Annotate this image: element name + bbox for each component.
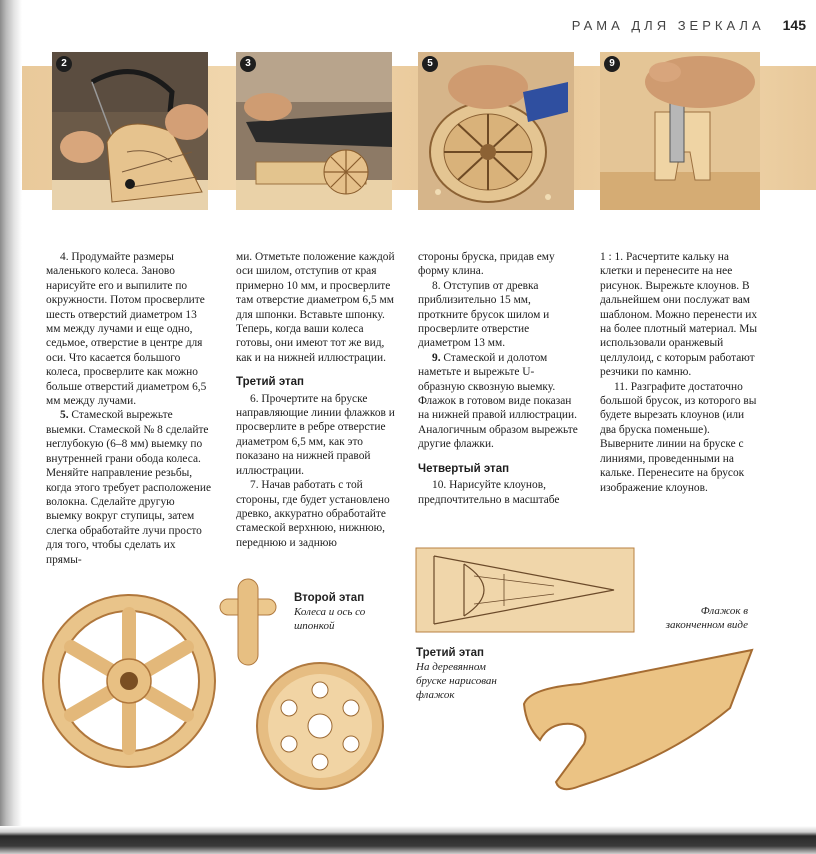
paragraph-text: Нарисуйте клоунов, предпочтительно в масштабе <box>418 479 560 506</box>
paragraph-step-5 <box>46 408 212 566</box>
paragraph-step-6 <box>236 392 396 478</box>
caption-text: Колеса и ось со шпонкой <box>294 606 366 632</box>
step-photo-chisel-flag <box>600 52 760 210</box>
step-badge: 5 <box>422 56 438 72</box>
step-number: 5. <box>60 409 69 422</box>
paragraph-step-8 <box>418 279 578 351</box>
paragraph-text: Стамеской вырежьте выемки. Стамеской № 8 сделайте неглубокую (6–8 мм) выемку по внутренней грани обода колеса. Меняйте направление резьбы, когда этого требует расположение волокна. Сделайте другую выемку вокруг ступицы, затем слегка обработайте лучи просто для того, чтобы сделать их прямы- <box>46 409 212 566</box>
step-photo-carve-wheel <box>418 52 574 210</box>
finished-flag-illustration <box>520 648 756 798</box>
step-number: 11. <box>614 380 628 393</box>
page-number: 145 <box>782 17 806 33</box>
photo-carve-wheel-image <box>418 52 574 210</box>
axle-with-dowel-illustration <box>216 577 280 667</box>
photo-chisel-flag-image <box>600 52 760 210</box>
caption-finished-flag <box>652 604 748 632</box>
step-number: 7. <box>250 479 259 492</box>
paragraph-step-11 <box>600 380 760 495</box>
photo-saw-wheel-image <box>52 52 208 210</box>
paragraph-text: Начав работать с той стороны, где будет установлено древко, аккуратно обработайте стамеской верхнюю, нижнюю, переднюю и заднюю <box>236 479 390 549</box>
caption-title: Третий этап <box>416 647 484 659</box>
paragraph-text: Продумайте размеры маленького колеса. Заново нарисуйте его и выпилите по окружности. Потом просверлите шесть отверстий диаметром 13 мм между лучами и еще одно, седьмое, отверстие в центре для оси. Что касается большого колеса, просверлите как можно больше отверстий диаметром 6,5 мм между лучами. <box>46 251 207 408</box>
paragraph-continued: ми. Отметьте положение каждой оси шилом, отступив от края примерно 10 мм, и просверлите там отверстие диаметром 6,5 мм для шпонки. Вставьте шпонку. Теперь, когда ваши колеса готовы, они имеют тот же вид, как и на нижней иллюстрации. <box>236 251 395 364</box>
step-badge: 9 <box>604 56 620 72</box>
caption-stage-2 <box>294 591 384 633</box>
step-number: 6. <box>250 392 259 405</box>
page-bottom-edge <box>0 826 816 854</box>
step-number: 4. <box>60 251 69 263</box>
section-heading-fourth-stage: Четвертый этап <box>418 462 510 475</box>
text-column-1 <box>46 250 212 567</box>
paragraph-text: Отступив от древка приблизительно 15 мм, проткните брусок шилом и просверлите отверстие диаметром 13 мм. <box>418 279 550 350</box>
text-column-2 <box>236 250 396 550</box>
paragraph-continued: 1 : 1. Расчертите кальку на клетки и перенесите на нее рисунок. Вырежьте клоунов. В дальнейшем они послужат вам шаблоном. Можно перенести их на более плотный материал. Мы использовали оранжевый целлулоид, с которым работают резчики по камню. <box>600 251 758 379</box>
step-photo-saw-block <box>236 52 392 210</box>
text-column-4 <box>600 250 760 495</box>
step-photo-saw-wheel <box>52 52 208 210</box>
step-badge: 2 <box>56 56 72 72</box>
paragraph-step-9 <box>418 351 578 452</box>
paragraph-step-10 <box>418 478 578 507</box>
block-with-drawn-flag-illustration <box>414 546 636 634</box>
paragraph-step-7 <box>236 478 396 550</box>
section-heading-third-stage: Третий этап <box>236 376 304 389</box>
paragraph-text: Стамеской и долотом наметьте и вырежьте U-образную сквозную выемку. Флажок в готовом виде показан на нижней правой иллюстрации. Аналогичным образом вырежьте другие флажки. <box>418 351 578 451</box>
large-spoked-wheel-illustration <box>40 592 218 770</box>
paragraph-text: Разграфите достаточно большой брусок, из которого вы будете вырезать клоунов (или два бруска поменьше). Выверните линии на бруске с линиями, проведенными на кальке. Перенесите на брусок изображение клоунов. <box>600 380 757 494</box>
step-number: 8. <box>432 279 441 292</box>
small-wheel-with-holes-illustration <box>254 660 386 792</box>
caption-text: На деревянном бруске нарисован флажок <box>416 661 497 701</box>
caption-stage-3 <box>416 646 516 702</box>
paragraph-text: Прочертите на бруске направляющие линии флажков и просверлите в ребре отверстие диаметром 6,5 мм, как это показано на нижней правой иллюстрации. <box>236 392 395 477</box>
paragraph-step-4 <box>46 250 212 408</box>
step-number: 9. <box>432 351 441 364</box>
paragraph-continued: стороны бруска, придав ему форму клина. <box>418 251 555 278</box>
caption-text: Флажок в законченном виде <box>665 605 748 631</box>
page-header <box>572 14 806 36</box>
running-title: РАМА ДЛЯ ЗЕРКАЛА <box>571 17 765 33</box>
step-number: 10. <box>432 479 447 492</box>
text-column-3 <box>418 250 578 507</box>
photo-saw-block-image <box>236 52 392 210</box>
caption-title: Второй этап <box>294 592 365 604</box>
step-badge: 3 <box>240 56 256 72</box>
book-gutter <box>0 0 22 854</box>
